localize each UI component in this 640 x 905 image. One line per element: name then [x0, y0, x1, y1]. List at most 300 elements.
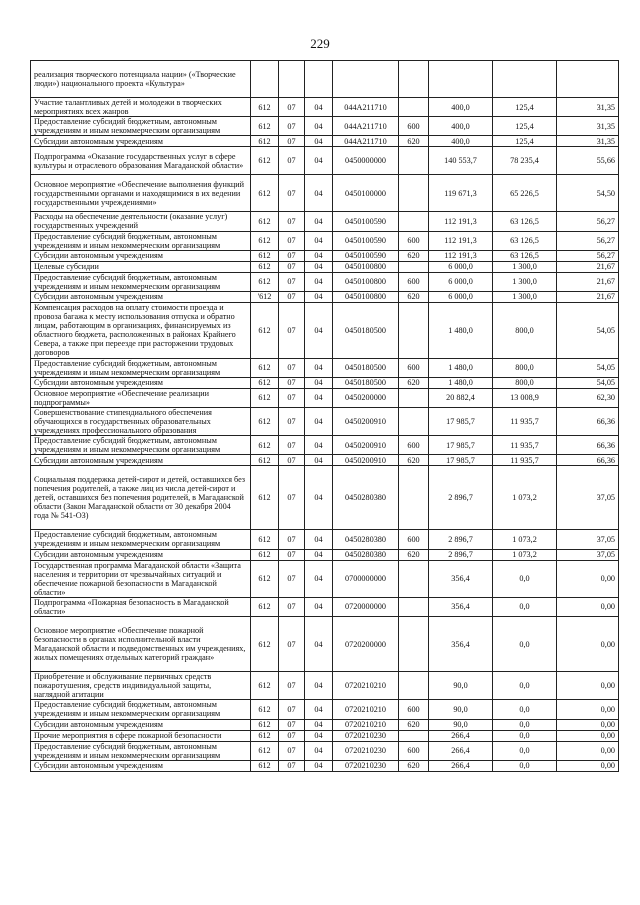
row-subsection-code: 04 — [305, 250, 333, 261]
row-executed-amount: 1 300,0 — [493, 261, 557, 272]
row-subsection-code: 04 — [305, 760, 333, 771]
table-row — [31, 617, 619, 672]
row-plan-amount: 90,0 — [429, 672, 493, 700]
row-ministry-code: 612 — [251, 117, 279, 136]
table-row — [31, 272, 619, 291]
row-execution-percent: 0,00 — [557, 741, 619, 760]
row-execution-percent: 66,36 — [557, 436, 619, 455]
row-subsection-code: 04 — [305, 466, 333, 530]
row-ministry-code: 612 — [251, 530, 279, 549]
row-target-article: 0720200000 — [333, 617, 399, 672]
row-subsection-code: 04 — [305, 436, 333, 455]
row-plan-amount: 2 896,7 — [429, 466, 493, 530]
row-plan-amount: 356,4 — [429, 597, 493, 616]
row-subsection-code: 04 — [305, 358, 333, 377]
row-subsection-code — [305, 61, 333, 98]
table-row — [31, 117, 619, 136]
row-executed-amount: 125,4 — [493, 98, 557, 117]
row-ministry-code: 612 — [251, 436, 279, 455]
row-subsection-code: 04 — [305, 741, 333, 760]
row-expense-type: 620 — [399, 377, 429, 388]
row-section-code: 07 — [279, 231, 305, 250]
row-execution-percent: 37,05 — [557, 530, 619, 549]
table-row — [31, 358, 619, 377]
row-execution-percent: 56,27 — [557, 250, 619, 261]
table-row — [31, 530, 619, 549]
row-execution-percent: 54,50 — [557, 175, 619, 212]
row-executed-amount: 0,0 — [493, 760, 557, 771]
row-section-code: 07 — [279, 741, 305, 760]
table-row — [31, 700, 619, 719]
row-target-article: 0720210210 — [333, 672, 399, 700]
row-plan-amount: 119 671,3 — [429, 175, 493, 212]
row-name: Участие талантливых детей и молодежи в творческих мероприятиях всех жанров — [31, 98, 251, 117]
row-target-article: 0450100590 — [333, 231, 399, 250]
row-expense-type — [399, 302, 429, 358]
row-expense-type: 600 — [399, 272, 429, 291]
row-execution-percent: 37,05 — [557, 549, 619, 560]
row-executed-amount: 0,0 — [493, 672, 557, 700]
row-subsection-code: 04 — [305, 530, 333, 549]
row-plan-amount: 2 896,7 — [429, 549, 493, 560]
row-name: Основное мероприятие «Обеспечение реализации подпрограммы» — [31, 388, 251, 407]
row-section-code: 07 — [279, 530, 305, 549]
row-executed-amount: 1 073,2 — [493, 549, 557, 560]
row-executed-amount: 63 126,5 — [493, 212, 557, 231]
row-target-article: 0720210210 — [333, 700, 399, 719]
row-subsection-code: 04 — [305, 147, 333, 175]
row-executed-amount: 125,4 — [493, 136, 557, 147]
row-subsection-code: 04 — [305, 700, 333, 719]
table-row — [31, 175, 619, 212]
row-expense-type: 600 — [399, 741, 429, 760]
row-execution-percent: 21,67 — [557, 261, 619, 272]
row-ministry-code: 612 — [251, 261, 279, 272]
row-ministry-code: 612 — [251, 617, 279, 672]
row-expense-type: 620 — [399, 136, 429, 147]
row-expense-type — [399, 261, 429, 272]
row-section-code: 07 — [279, 272, 305, 291]
row-section-code: 07 — [279, 760, 305, 771]
row-name: Целевые субсидии — [31, 261, 251, 272]
row-subsection-code: 04 — [305, 730, 333, 741]
row-executed-amount: 1 300,0 — [493, 272, 557, 291]
row-section-code: 07 — [279, 377, 305, 388]
row-plan-amount: 400,0 — [429, 98, 493, 117]
row-section-code — [279, 61, 305, 98]
row-subsection-code: 04 — [305, 672, 333, 700]
table-row — [31, 231, 619, 250]
row-target-article — [333, 61, 399, 98]
row-section-code: 07 — [279, 98, 305, 117]
row-plan-amount: 356,4 — [429, 617, 493, 672]
row-execution-percent: 54,05 — [557, 358, 619, 377]
row-name: Предоставление субсидий бюджетным, автономным учреждениям и иным некоммерческим организациям — [31, 530, 251, 549]
row-plan-amount: 400,0 — [429, 136, 493, 147]
row-target-article: 0450200910 — [333, 407, 399, 435]
table-row — [31, 250, 619, 261]
row-subsection-code: 04 — [305, 261, 333, 272]
row-ministry-code: '612 — [251, 291, 279, 302]
row-name: Субсидии автономным учреждениям — [31, 136, 251, 147]
row-execution-percent: 31,35 — [557, 117, 619, 136]
row-target-article: 0450280380 — [333, 549, 399, 560]
row-executed-amount: 800,0 — [493, 377, 557, 388]
row-execution-percent: 55,66 — [557, 147, 619, 175]
row-expense-type — [399, 388, 429, 407]
row-plan-amount: 17 985,7 — [429, 436, 493, 455]
row-execution-percent: 0,00 — [557, 597, 619, 616]
table-row — [31, 291, 619, 302]
row-name: Предоставление субсидий бюджетным, автономным учреждениям и иным некоммерческим организациям — [31, 117, 251, 136]
row-ministry-code: 612 — [251, 136, 279, 147]
row-target-article: 0450180500 — [333, 377, 399, 388]
row-target-article: 0720210230 — [333, 741, 399, 760]
row-target-article: 0720000000 — [333, 597, 399, 616]
row-plan-amount: 17 985,7 — [429, 455, 493, 466]
row-target-article: 0450200910 — [333, 455, 399, 466]
table-row — [31, 672, 619, 700]
row-name: Предоставление субсидий бюджетным, автономным учреждениям и иным некоммерческим организациям — [31, 231, 251, 250]
row-ministry-code: 612 — [251, 377, 279, 388]
row-executed-amount: 0,0 — [493, 560, 557, 597]
table-row — [31, 302, 619, 358]
row-expense-type: 600 — [399, 117, 429, 136]
row-target-article: 0450180500 — [333, 358, 399, 377]
row-target-article: 0450100800 — [333, 272, 399, 291]
row-expense-type: 620 — [399, 455, 429, 466]
table-row — [31, 98, 619, 117]
table-row — [31, 61, 619, 98]
row-execution-percent: 0,00 — [557, 617, 619, 672]
row-plan-amount: 400,0 — [429, 117, 493, 136]
row-execution-percent: 21,67 — [557, 272, 619, 291]
row-execution-percent: 31,35 — [557, 136, 619, 147]
row-expense-type: 600 — [399, 358, 429, 377]
row-name: Субсидии автономным учреждениям — [31, 291, 251, 302]
table-row — [31, 407, 619, 435]
row-ministry-code: 612 — [251, 98, 279, 117]
row-subsection-code: 04 — [305, 617, 333, 672]
table-row — [31, 760, 619, 771]
row-name: реализация творческого потенциала нации» («Творческие люди») национального проекта «Культура» — [31, 61, 251, 98]
row-plan-amount: 6 000,0 — [429, 291, 493, 302]
row-subsection-code: 04 — [305, 388, 333, 407]
row-target-article: 0700000000 — [333, 560, 399, 597]
row-section-code: 07 — [279, 117, 305, 136]
table-row — [31, 261, 619, 272]
row-expense-type — [399, 597, 429, 616]
row-ministry-code: 612 — [251, 760, 279, 771]
row-name: Основное мероприятие «Обеспечение выполнения функций государственными органами и находящимися в их ведении государственными учреждениями» — [31, 175, 251, 212]
row-expense-type: 600 — [399, 436, 429, 455]
row-expense-type: 600 — [399, 530, 429, 549]
row-expense-type — [399, 672, 429, 700]
table-row — [31, 388, 619, 407]
row-subsection-code: 04 — [305, 231, 333, 250]
row-executed-amount: 0,0 — [493, 597, 557, 616]
row-executed-amount: 1 073,2 — [493, 530, 557, 549]
row-subsection-code: 04 — [305, 117, 333, 136]
row-name: Субсидии автономным учреждениям — [31, 719, 251, 730]
row-target-article: 0450280380 — [333, 530, 399, 549]
row-target-article: 0450000000 — [333, 147, 399, 175]
row-subsection-code: 04 — [305, 302, 333, 358]
row-executed-amount: 63 126,5 — [493, 250, 557, 261]
row-name: Подпрограмма «Пожарная безопасность в Магаданской области» — [31, 597, 251, 616]
row-name: Субсидии автономным учреждениям — [31, 250, 251, 261]
row-expense-type: 620 — [399, 250, 429, 261]
row-executed-amount: 78 235,4 — [493, 147, 557, 175]
row-expense-type — [399, 212, 429, 231]
row-ministry-code: 612 — [251, 455, 279, 466]
row-subsection-code: 04 — [305, 455, 333, 466]
row-section-code: 07 — [279, 302, 305, 358]
row-plan-amount: 266,4 — [429, 760, 493, 771]
row-subsection-code: 04 — [305, 597, 333, 616]
row-subsection-code: 04 — [305, 549, 333, 560]
row-executed-amount: 0,0 — [493, 741, 557, 760]
row-section-code: 07 — [279, 212, 305, 231]
row-section-code: 07 — [279, 597, 305, 616]
row-target-article: 044A211710 — [333, 136, 399, 147]
row-executed-amount: 1 300,0 — [493, 291, 557, 302]
row-section-code: 07 — [279, 672, 305, 700]
row-plan-amount: 6 000,0 — [429, 261, 493, 272]
row-expense-type: 620 — [399, 760, 429, 771]
row-execution-percent: 0,00 — [557, 730, 619, 741]
row-executed-amount: 11 935,7 — [493, 436, 557, 455]
row-section-code: 07 — [279, 147, 305, 175]
row-ministry-code: 612 — [251, 741, 279, 760]
row-target-article: 0720210230 — [333, 760, 399, 771]
row-ministry-code: 612 — [251, 466, 279, 530]
table-row — [31, 212, 619, 231]
row-ministry-code: 612 — [251, 302, 279, 358]
row-executed-amount: 0,0 — [493, 730, 557, 741]
row-plan-amount: 356,4 — [429, 560, 493, 597]
row-target-article: 0720210210 — [333, 719, 399, 730]
row-execution-percent: 0,00 — [557, 700, 619, 719]
row-subsection-code: 04 — [305, 407, 333, 435]
row-expense-type — [399, 61, 429, 98]
row-executed-amount: 800,0 — [493, 358, 557, 377]
row-execution-percent: 0,00 — [557, 719, 619, 730]
row-executed-amount: 0,0 — [493, 700, 557, 719]
row-target-article: 0450100590 — [333, 250, 399, 261]
row-expense-type — [399, 147, 429, 175]
row-name: Субсидии автономным учреждениям — [31, 455, 251, 466]
row-execution-percent: 0,00 — [557, 560, 619, 597]
row-plan-amount: 6 000,0 — [429, 272, 493, 291]
row-executed-amount: 125,4 — [493, 117, 557, 136]
row-executed-amount: 63 126,5 — [493, 231, 557, 250]
row-plan-amount: 266,4 — [429, 741, 493, 760]
row-executed-amount — [493, 61, 557, 98]
row-expense-type — [399, 466, 429, 530]
row-expense-type: 620 — [399, 549, 429, 560]
row-name: Предоставление субсидий бюджетным, автономным учреждениям и иным некоммерческим организациям — [31, 436, 251, 455]
row-target-article: 0450100800 — [333, 261, 399, 272]
row-name: Приобретение и обслуживание первичных средств пожаротушения, средств индивидуальной защиты, наглядной агитации — [31, 672, 251, 700]
page-number: 229 — [310, 36, 330, 51]
row-execution-percent: 0,00 — [557, 760, 619, 771]
row-ministry-code: 612 — [251, 388, 279, 407]
row-target-article: 0450100800 — [333, 291, 399, 302]
row-plan-amount: 2 896,7 — [429, 530, 493, 549]
row-ministry-code: 612 — [251, 231, 279, 250]
row-section-code: 07 — [279, 261, 305, 272]
row-subsection-code: 04 — [305, 175, 333, 212]
table-row — [31, 136, 619, 147]
row-execution-percent: 54,05 — [557, 302, 619, 358]
row-plan-amount: 1 480,0 — [429, 377, 493, 388]
row-execution-percent: 62,30 — [557, 388, 619, 407]
row-subsection-code: 04 — [305, 272, 333, 291]
row-section-code: 07 — [279, 560, 305, 597]
row-plan-amount — [429, 61, 493, 98]
row-execution-percent: 54,05 — [557, 377, 619, 388]
row-executed-amount: 65 226,5 — [493, 175, 557, 212]
row-executed-amount: 11 935,7 — [493, 407, 557, 435]
table-row — [31, 436, 619, 455]
table-row — [31, 147, 619, 175]
row-ministry-code: 612 — [251, 358, 279, 377]
row-execution-percent: 56,27 — [557, 212, 619, 231]
row-subsection-code: 04 — [305, 719, 333, 730]
row-ministry-code: 612 — [251, 147, 279, 175]
row-section-code: 07 — [279, 700, 305, 719]
row-section-code: 07 — [279, 436, 305, 455]
row-expense-type: 600 — [399, 231, 429, 250]
row-plan-amount: 17 985,7 — [429, 407, 493, 435]
row-name: Государственная программа Магаданской области «Защита населения и территории от чрезвычайных ситуаций и обеспечение пожарной безопасности в Магаданской области» — [31, 560, 251, 597]
row-section-code: 07 — [279, 136, 305, 147]
row-name: Основное мероприятие «Обеспечение пожарной безопасности в органах исполнительной власти Магаданской области и подведомственных им учреждениях, жилых помещениях отдельных категорий граждан» — [31, 617, 251, 672]
row-subsection-code: 04 — [305, 291, 333, 302]
row-ministry-code: 612 — [251, 272, 279, 291]
row-execution-percent — [557, 61, 619, 98]
row-subsection-code: 04 — [305, 377, 333, 388]
row-plan-amount: 112 191,3 — [429, 231, 493, 250]
table-row — [31, 560, 619, 597]
row-executed-amount: 11 935,7 — [493, 455, 557, 466]
row-name: Социальная поддержка детей-сирот и детей, оставшихся без попечения родителей, а также лиц из числа детей-сирот и детей, оставшихся без попечения родителей, в Магаданской области (Закон Магаданской области от 30 декабря 2004 года № 541-ОЗ) — [31, 466, 251, 530]
table-row — [31, 730, 619, 741]
table-body — [31, 61, 619, 772]
row-name: Субсидии автономным учреждениям — [31, 549, 251, 560]
table-row — [31, 719, 619, 730]
row-name: Подпрограмма «Оказание государственных услуг в сфере культуры и отраслевого образования Магаданской области» — [31, 147, 251, 175]
row-execution-percent: 31,35 — [557, 98, 619, 117]
row-name: Предоставление субсидий бюджетным, автономным учреждениям и иным некоммерческим организациям — [31, 272, 251, 291]
row-execution-percent: 66,36 — [557, 407, 619, 435]
row-target-article: 0450280380 — [333, 466, 399, 530]
row-section-code: 07 — [279, 730, 305, 741]
budget-table — [30, 60, 619, 772]
table-row — [31, 597, 619, 616]
row-target-article: 0450200000 — [333, 388, 399, 407]
row-ministry-code: 612 — [251, 549, 279, 560]
row-section-code: 07 — [279, 358, 305, 377]
row-expense-type — [399, 560, 429, 597]
row-execution-percent: 37,05 — [557, 466, 619, 530]
row-plan-amount: 90,0 — [429, 700, 493, 719]
row-ministry-code: 612 — [251, 175, 279, 212]
row-plan-amount: 266,4 — [429, 730, 493, 741]
row-subsection-code: 04 — [305, 98, 333, 117]
row-target-article: 0450100590 — [333, 212, 399, 231]
row-expense-type — [399, 98, 429, 117]
row-execution-percent: 56,27 — [557, 231, 619, 250]
row-section-code: 07 — [279, 549, 305, 560]
row-expense-type — [399, 617, 429, 672]
row-ministry-code: 612 — [251, 672, 279, 700]
row-name: Предоставление субсидий бюджетным, автономным учреждениям и иным некоммерческим организациям — [31, 741, 251, 760]
row-executed-amount: 0,0 — [493, 617, 557, 672]
table-row — [31, 455, 619, 466]
row-section-code: 07 — [279, 407, 305, 435]
row-target-article: 0450180500 — [333, 302, 399, 358]
row-expense-type — [399, 730, 429, 741]
row-name: Субсидии автономным учреждениям — [31, 377, 251, 388]
row-expense-type: 600 — [399, 700, 429, 719]
row-ministry-code: 612 — [251, 719, 279, 730]
row-section-code: 07 — [279, 466, 305, 530]
row-ministry-code — [251, 61, 279, 98]
row-ministry-code: 612 — [251, 700, 279, 719]
row-subsection-code: 04 — [305, 136, 333, 147]
row-plan-amount: 112 191,3 — [429, 250, 493, 261]
row-executed-amount: 0,0 — [493, 719, 557, 730]
row-name: Предоставление субсидий бюджетным, автономным учреждениям и иным некоммерческим организациям — [31, 358, 251, 377]
row-section-code: 07 — [279, 388, 305, 407]
row-section-code: 07 — [279, 719, 305, 730]
row-expense-type: 620 — [399, 719, 429, 730]
row-plan-amount: 140 553,7 — [429, 147, 493, 175]
row-executed-amount: 1 073,2 — [493, 466, 557, 530]
row-section-code: 07 — [279, 455, 305, 466]
row-name: Предоставление субсидий бюджетным, автономным учреждениям и иным некоммерческим организациям — [31, 700, 251, 719]
row-plan-amount: 1 480,0 — [429, 302, 493, 358]
table-row — [31, 549, 619, 560]
row-expense-type — [399, 407, 429, 435]
row-target-article: 044A211710 — [333, 98, 399, 117]
row-name: Расходы на обеспечение деятельности (оказание услуг) государственных учреждений — [31, 212, 251, 231]
row-executed-amount: 800,0 — [493, 302, 557, 358]
row-subsection-code: 04 — [305, 212, 333, 231]
row-name: Компенсация расходов на оплату стоимости проезда и провоза багажа к месту использования отпуска и обратно лицам, работающим в организациях, финансируемых из областного бюджета, расположенных в районах Крайнего Севера, а также при переезде при расторжении трудовых договоров — [31, 302, 251, 358]
row-executed-amount: 13 008,9 — [493, 388, 557, 407]
row-plan-amount: 112 191,3 — [429, 212, 493, 231]
row-expense-type: 620 — [399, 291, 429, 302]
row-execution-percent: 21,67 — [557, 291, 619, 302]
row-subsection-code: 04 — [305, 560, 333, 597]
table-row — [31, 377, 619, 388]
row-target-article: 0720210230 — [333, 730, 399, 741]
row-plan-amount: 90,0 — [429, 719, 493, 730]
row-ministry-code: 612 — [251, 560, 279, 597]
row-section-code: 07 — [279, 250, 305, 261]
row-plan-amount: 1 480,0 — [429, 358, 493, 377]
row-expense-type — [399, 175, 429, 212]
row-ministry-code: 612 — [251, 407, 279, 435]
row-name: Прочие мероприятия в сфере пожарной безопасности — [31, 730, 251, 741]
row-section-code: 07 — [279, 291, 305, 302]
table-row — [31, 466, 619, 530]
row-name: Субсидии автономным учреждениям — [31, 760, 251, 771]
row-section-code: 07 — [279, 175, 305, 212]
